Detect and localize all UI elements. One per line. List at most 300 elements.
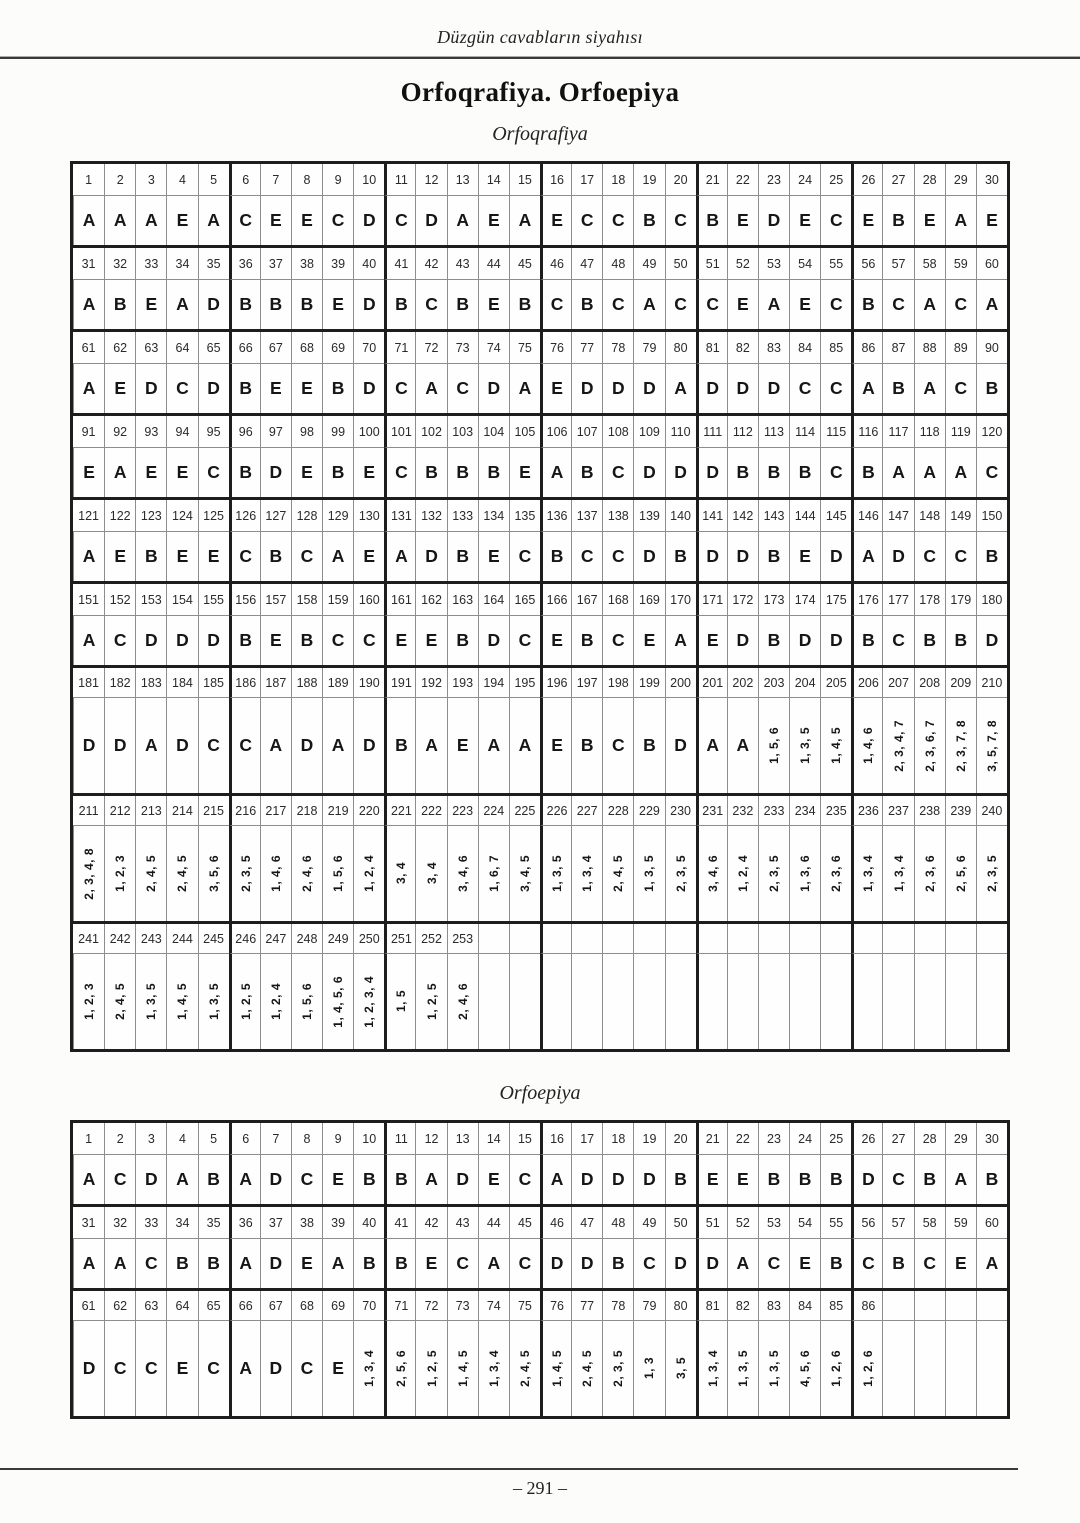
question-number-cell: 55 — [820, 248, 851, 280]
answer-cell: D — [820, 532, 851, 581]
answer-cell — [229, 826, 260, 921]
answer-cell — [696, 1321, 727, 1416]
answer-cell: B — [696, 196, 727, 245]
answer-cell: D — [633, 1155, 664, 1204]
answer-cell — [945, 698, 976, 793]
question-number-cell: 29 — [945, 164, 976, 196]
answer-cell — [914, 698, 945, 793]
answer-cell — [882, 954, 913, 1049]
answer-cell: A — [447, 196, 478, 245]
answer-cell: C — [104, 1155, 135, 1204]
answer-cell — [976, 826, 1007, 921]
page-number: – 291 – — [513, 1478, 567, 1498]
answer-cell: A — [851, 532, 882, 581]
question-number-cell: 156 — [229, 584, 260, 616]
page-footer — [0, 1460, 1080, 1499]
answer-cell — [665, 954, 696, 1049]
question-number-cell: 32 — [104, 248, 135, 280]
answer-cell: D — [820, 616, 851, 665]
question-number-cell: 112 — [727, 416, 758, 448]
rotated-answer-text: 1, 2, 3, 4 — [362, 975, 377, 1028]
question-number-cell: 7 — [260, 164, 291, 196]
question-number-cell: 233 — [758, 796, 789, 826]
question-number-cell: 88 — [914, 332, 945, 364]
question-number-cell: 101 — [384, 416, 415, 448]
answer-cell: E — [696, 1155, 727, 1204]
answer-cell — [415, 826, 446, 921]
answer-cell: D — [727, 364, 758, 413]
question-number-cell: 162 — [415, 584, 446, 616]
answer-cell: D — [633, 448, 664, 497]
answer-cell: E — [135, 280, 166, 329]
answer-cell: A — [135, 698, 166, 793]
rotated-answer-text: 1, 5, 6 — [299, 983, 314, 1020]
question-number-cell: 22 — [727, 1123, 758, 1155]
answer-cell: D — [696, 364, 727, 413]
answer-cell: D — [135, 616, 166, 665]
question-number-cell: 108 — [602, 416, 633, 448]
rotated-answer-text: 1, 3, 5 — [642, 855, 657, 892]
answer-cell: E — [851, 196, 882, 245]
answer-cell — [789, 1321, 820, 1416]
answer-cell: A — [633, 280, 664, 329]
question-number-cell: 56 — [851, 248, 882, 280]
answer-cell — [166, 954, 197, 1049]
question-number-cell: 66 — [229, 332, 260, 364]
answer-cell: A — [104, 1239, 135, 1288]
rotated-answer-text: 4, 5, 6 — [798, 1350, 813, 1387]
rotated-answer-text: 2, 4, 6 — [455, 983, 470, 1020]
question-number-cell: 63 — [135, 1291, 166, 1321]
question-number-cell: 236 — [851, 796, 882, 826]
answer-cell: A — [229, 1321, 260, 1416]
answer-cell: A — [104, 196, 135, 245]
answer-cell: D — [353, 196, 384, 245]
answer-cell: E — [198, 532, 229, 581]
rotated-answer-text: 1, 4, 5 — [175, 983, 190, 1020]
answer-cell: B — [789, 1155, 820, 1204]
answer-cell: A — [415, 698, 446, 793]
question-number-cell: 229 — [633, 796, 664, 826]
question-number-cell: 222 — [415, 796, 446, 826]
answer-cell — [509, 954, 540, 1049]
question-number-cell: 155 — [198, 584, 229, 616]
answer-cell: A — [540, 448, 571, 497]
answer-cell: D — [291, 698, 322, 793]
question-number-cell: 34 — [166, 248, 197, 280]
question-number-cell: 23 — [758, 164, 789, 196]
table-row — [73, 164, 1007, 245]
answer-cell: D — [665, 1239, 696, 1288]
question-number-cell: 249 — [322, 924, 353, 954]
question-number-cell: 106 — [540, 416, 571, 448]
question-number-cell: 180 — [976, 584, 1007, 616]
answer-cell: D — [602, 1155, 633, 1204]
question-number-cell: 140 — [665, 500, 696, 532]
answer-cell: B — [976, 532, 1007, 581]
answer-cell: B — [633, 196, 664, 245]
answer-cell: B — [882, 196, 913, 245]
answer-cell: A — [104, 448, 135, 497]
answer-cell: E — [291, 364, 322, 413]
answer-cell — [384, 1321, 415, 1416]
question-number-cell — [851, 924, 882, 954]
rotated-answer-text: 3, 5, 7, 8 — [984, 719, 999, 772]
question-number-cell: 147 — [882, 500, 913, 532]
answer-cell: C — [602, 698, 633, 793]
question-number-cell: 37 — [260, 248, 291, 280]
question-number-cell: 18 — [602, 1123, 633, 1155]
question-number-cell: 221 — [384, 796, 415, 826]
answer-cell: D — [633, 364, 664, 413]
question-number-cell: 9 — [322, 1123, 353, 1155]
table-row — [73, 793, 1007, 921]
answer-cell: A — [758, 280, 789, 329]
question-number-cell: 115 — [820, 416, 851, 448]
answer-cell — [945, 826, 976, 921]
question-number-cell — [696, 924, 727, 954]
answer-cell: E — [291, 1239, 322, 1288]
question-number-cell: 118 — [914, 416, 945, 448]
answer-cell — [260, 954, 291, 1049]
answer-cell — [945, 1321, 976, 1416]
question-number-cell: 18 — [602, 164, 633, 196]
question-number-cell: 149 — [945, 500, 976, 532]
question-number-cell: 68 — [291, 1291, 322, 1321]
question-number-cell: 167 — [571, 584, 602, 616]
answer-cell — [820, 954, 851, 1049]
answer-cell: B — [602, 1239, 633, 1288]
answer-cell: C — [665, 280, 696, 329]
question-number-cell: 141 — [696, 500, 727, 532]
answer-cell: C — [602, 448, 633, 497]
answer-cell: B — [384, 1155, 415, 1204]
answer-cell: D — [104, 698, 135, 793]
question-number-cell: 3 — [135, 164, 166, 196]
question-number-cell: 163 — [447, 584, 478, 616]
table-row — [73, 665, 1007, 793]
answer-cell — [602, 954, 633, 1049]
question-number-cell: 8 — [291, 164, 322, 196]
question-number-cell — [945, 1291, 976, 1321]
question-number-cell: 53 — [758, 248, 789, 280]
answer-cell: B — [727, 448, 758, 497]
rotated-answer-text: 1, 2, 4 — [268, 983, 283, 1020]
answer-cell: B — [353, 1155, 384, 1204]
answer-cell: C — [882, 616, 913, 665]
question-number-cell — [478, 924, 509, 954]
question-number-cell: 231 — [696, 796, 727, 826]
rotated-answer-text: 2, 4, 6 — [299, 855, 314, 892]
question-number-cell: 60 — [976, 1207, 1007, 1239]
rotated-answer-text: 2, 3, 4, 8 — [82, 847, 97, 900]
answer-cell: D — [353, 364, 384, 413]
question-number-cell: 185 — [198, 668, 229, 698]
question-number-cell: 14 — [478, 164, 509, 196]
question-number-cell: 190 — [353, 668, 384, 698]
answer-cell: C — [758, 1239, 789, 1288]
question-number-cell: 26 — [851, 1123, 882, 1155]
question-number-cell: 104 — [478, 416, 509, 448]
question-number-cell: 227 — [571, 796, 602, 826]
answer-cell — [945, 954, 976, 1049]
answer-cell — [976, 1321, 1007, 1416]
question-number-cell: 76 — [540, 1291, 571, 1321]
answer-cell: B — [976, 364, 1007, 413]
question-number-cell: 253 — [447, 924, 478, 954]
answer-cell — [758, 826, 789, 921]
answer-cell — [291, 826, 322, 921]
rotated-answer-text: 1, 5, 6 — [331, 855, 346, 892]
question-number-cell: 113 — [758, 416, 789, 448]
question-number-cell: 29 — [945, 1123, 976, 1155]
answer-cell: B — [571, 698, 602, 793]
question-number-cell: 202 — [727, 668, 758, 698]
question-number-cell: 224 — [478, 796, 509, 826]
answer-cell: C — [509, 532, 540, 581]
answer-cell: E — [260, 196, 291, 245]
answer-cell — [665, 826, 696, 921]
question-number-cell: 60 — [976, 248, 1007, 280]
answer-cell — [727, 1321, 758, 1416]
question-number-cell: 21 — [696, 164, 727, 196]
answer-cell: D — [135, 1155, 166, 1204]
rotated-answer-text: 2, 3, 6 — [922, 855, 937, 892]
question-number-cell: 230 — [665, 796, 696, 826]
answer-cell — [478, 1321, 509, 1416]
question-number-cell: 36 — [229, 1207, 260, 1239]
answer-cell: C — [384, 196, 415, 245]
answer-cell: A — [415, 1155, 446, 1204]
answer-cell: A — [166, 1155, 197, 1204]
question-number-cell: 87 — [882, 332, 913, 364]
rotated-answer-text: 1, 2, 4 — [362, 855, 377, 892]
question-number-cell: 59 — [945, 1207, 976, 1239]
question-number-cell: 21 — [696, 1123, 727, 1155]
answer-cell: B — [260, 280, 291, 329]
answer-cell: B — [104, 280, 135, 329]
running-header: Düzgün cavabların siyahısı — [437, 27, 643, 47]
question-number-cell: 30 — [976, 1123, 1007, 1155]
question-number-cell — [758, 924, 789, 954]
answer-cell: E — [540, 698, 571, 793]
answer-cell — [882, 1321, 913, 1416]
answer-cell: A — [509, 364, 540, 413]
answer-cell — [758, 954, 789, 1049]
question-number-cell: 251 — [384, 924, 415, 954]
answer-cell: D — [73, 1321, 104, 1416]
question-number-cell: 10 — [353, 1123, 384, 1155]
answer-cell: B — [665, 1155, 696, 1204]
rotated-answer-text: 1, 3, 4 — [486, 1350, 501, 1387]
question-number-cell: 26 — [851, 164, 882, 196]
question-number-cell: 58 — [914, 1207, 945, 1239]
table-row — [73, 921, 1007, 1049]
question-number-cell: 59 — [945, 248, 976, 280]
question-number-cell: 6 — [229, 1123, 260, 1155]
question-number-cell: 91 — [73, 416, 104, 448]
table-row — [73, 497, 1007, 581]
answer-cell: C — [914, 532, 945, 581]
answer-cell — [789, 826, 820, 921]
orfoqrafiya-answer-table — [70, 161, 1010, 1052]
question-number-cell: 203 — [758, 668, 789, 698]
answer-cell: E — [478, 532, 509, 581]
answer-cell: E — [696, 616, 727, 665]
answer-cell — [976, 698, 1007, 793]
answer-cell: C — [945, 280, 976, 329]
question-number-cell: 179 — [945, 584, 976, 616]
question-number-cell: 65 — [198, 1291, 229, 1321]
question-number-cell: 204 — [789, 668, 820, 698]
question-number-cell: 69 — [322, 1291, 353, 1321]
answer-cell: B — [322, 448, 353, 497]
question-number-cell: 161 — [384, 584, 415, 616]
answer-cell: A — [945, 1155, 976, 1204]
question-number-cell: 242 — [104, 924, 135, 954]
question-number-cell: 4 — [166, 164, 197, 196]
question-number-cell: 99 — [322, 416, 353, 448]
answer-cell: B — [135, 532, 166, 581]
question-number-cell: 12 — [415, 1123, 446, 1155]
question-number-cell: 33 — [135, 1207, 166, 1239]
question-number-cell: 50 — [665, 1207, 696, 1239]
answer-cell: E — [789, 196, 820, 245]
rotated-answer-text: 1, 4, 5, 6 — [331, 975, 346, 1028]
rotated-answer-text: 2, 3, 4, 7 — [891, 719, 906, 772]
rotated-answer-text: 2, 5, 6 — [394, 1350, 409, 1387]
answer-cell: A — [976, 280, 1007, 329]
answer-cell — [851, 698, 882, 793]
answer-cell: B — [322, 364, 353, 413]
answer-cell — [73, 954, 104, 1049]
answer-cell: B — [882, 1239, 913, 1288]
question-number-cell: 184 — [166, 668, 197, 698]
question-number-cell: 105 — [509, 416, 540, 448]
question-number-cell: 201 — [696, 668, 727, 698]
question-number-cell: 44 — [478, 1207, 509, 1239]
question-number-cell — [571, 924, 602, 954]
rotated-answer-text: 2, 4, 5 — [175, 855, 190, 892]
question-number-cell: 250 — [353, 924, 384, 954]
table-row — [73, 1123, 1007, 1204]
question-number-cell — [914, 1291, 945, 1321]
question-number-cell: 1 — [73, 164, 104, 196]
answer-cell: B — [447, 532, 478, 581]
question-number-cell: 89 — [945, 332, 976, 364]
question-number-cell: 120 — [976, 416, 1007, 448]
answer-cell — [198, 826, 229, 921]
answer-cell: C — [447, 364, 478, 413]
answer-cell: C — [229, 196, 260, 245]
answer-cell: B — [820, 1239, 851, 1288]
question-number-cell: 220 — [353, 796, 384, 826]
question-number-cell: 188 — [291, 668, 322, 698]
rotated-answer-text: 2, 4, 5 — [580, 1350, 595, 1387]
question-number-cell: 48 — [602, 248, 633, 280]
answer-cell: C — [820, 196, 851, 245]
question-number-cell: 52 — [727, 1207, 758, 1239]
rotated-answer-text: 1, 2, 3 — [113, 855, 128, 892]
question-number-cell: 63 — [135, 332, 166, 364]
answer-cell: E — [166, 196, 197, 245]
question-number-cell: 11 — [384, 1123, 415, 1155]
answer-cell: D — [260, 1155, 291, 1204]
question-number-cell: 122 — [104, 500, 135, 532]
question-number-cell: 205 — [820, 668, 851, 698]
answer-cell: B — [633, 698, 664, 793]
rotated-answer-text: 3, 5, 6 — [206, 855, 221, 892]
question-number-cell: 217 — [260, 796, 291, 826]
answer-cell — [789, 954, 820, 1049]
answer-cell: A — [540, 1155, 571, 1204]
rotated-answer-text: 1, 2, 6 — [829, 1350, 844, 1387]
answer-cell: E — [166, 532, 197, 581]
answer-cell: D — [198, 364, 229, 413]
answer-cell: B — [540, 532, 571, 581]
answer-cell — [820, 1321, 851, 1416]
question-number-cell: 210 — [976, 668, 1007, 698]
question-number-cell: 83 — [758, 332, 789, 364]
question-number-cell: 46 — [540, 1207, 571, 1239]
question-number-cell: 166 — [540, 584, 571, 616]
question-number-cell: 62 — [104, 1291, 135, 1321]
answer-cell: C — [384, 448, 415, 497]
question-number-cell: 57 — [882, 248, 913, 280]
answer-cell: D — [447, 1155, 478, 1204]
answer-cell: E — [104, 532, 135, 581]
question-number-cell: 35 — [198, 248, 229, 280]
answer-cell: A — [727, 698, 758, 793]
answer-cell: B — [229, 616, 260, 665]
rotated-answer-text: 1, 2, 3 — [82, 983, 97, 1020]
question-number-cell: 157 — [260, 584, 291, 616]
answer-cell — [135, 954, 166, 1049]
answer-cell: A — [976, 1239, 1007, 1288]
answer-cell: C — [571, 532, 602, 581]
answer-cell: A — [415, 364, 446, 413]
answer-cell — [415, 1321, 446, 1416]
question-number-cell: 25 — [820, 1123, 851, 1155]
answer-cell: A — [73, 364, 104, 413]
answer-cell: A — [322, 1239, 353, 1288]
question-number-cell: 46 — [540, 248, 571, 280]
question-number-cell: 73 — [447, 332, 478, 364]
answer-cell: B — [571, 280, 602, 329]
answer-cell: C — [540, 280, 571, 329]
question-number-cell: 31 — [73, 248, 104, 280]
question-number-cell: 177 — [882, 584, 913, 616]
orfoepiya-section-title: Orfoepiya — [499, 1082, 581, 1104]
question-number-cell: 15 — [509, 164, 540, 196]
answer-cell — [696, 826, 727, 921]
question-number-cell: 219 — [322, 796, 353, 826]
question-number-cell: 38 — [291, 1207, 322, 1239]
question-number-cell: 64 — [166, 1291, 197, 1321]
question-number-cell: 175 — [820, 584, 851, 616]
answer-cell: E — [945, 1239, 976, 1288]
answer-cell — [104, 954, 135, 1049]
answer-cell: E — [166, 1321, 197, 1416]
question-number-cell: 142 — [727, 500, 758, 532]
answer-cell: B — [945, 616, 976, 665]
answer-cell: E — [322, 1321, 353, 1416]
question-number-cell: 195 — [509, 668, 540, 698]
answer-cell: A — [882, 448, 913, 497]
rotated-answer-text: 1, 3, 5 — [206, 983, 221, 1020]
answer-cell: D — [260, 448, 291, 497]
answer-cell — [820, 698, 851, 793]
